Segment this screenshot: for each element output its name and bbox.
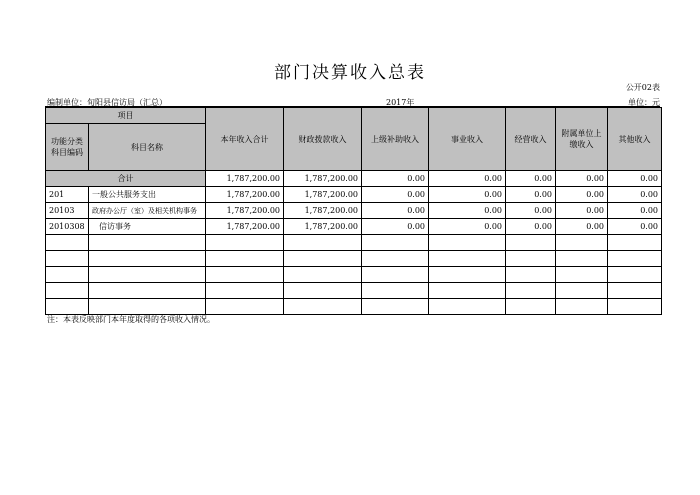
row-code: 2010308 (46, 219, 89, 235)
empty-row (46, 267, 662, 283)
project-header: 项目 (46, 108, 206, 124)
income-summary-table (45, 107, 662, 315)
row-name: 一般公共服务支出 (89, 187, 206, 203)
row-name: 政府办公厅（室）及相关机构事务 (89, 203, 206, 219)
col-header-other: 其他收入 (608, 108, 662, 171)
report-year: 2017年 (386, 98, 415, 107)
total-label: 合计 (46, 171, 206, 187)
empty-row (46, 299, 662, 315)
col-header-operating: 经营收入 (506, 108, 556, 171)
total-cell: 1,787,200.00 (206, 171, 284, 187)
row-cell: 0.00 (556, 203, 608, 219)
total-row (46, 171, 662, 187)
row-cell: 0.00 (506, 187, 556, 203)
func-code-header: 功能分类科目编码 (46, 124, 89, 171)
currency-unit: 单位：元 (628, 98, 660, 107)
row-cell: 0.00 (608, 187, 662, 203)
col-header-total: 本年收入合计 (206, 108, 284, 171)
row-cell: 1,787,200.00 (206, 219, 284, 235)
empty-row (46, 251, 662, 267)
row-cell: 0.00 (362, 219, 429, 235)
empty-row (46, 235, 662, 251)
total-cell: 0.00 (429, 171, 506, 187)
table-row (46, 203, 662, 219)
total-cell: 0.00 (608, 171, 662, 187)
compiling-unit: 编制单位：旬阳县信访局（汇总） (47, 98, 167, 107)
total-cell: 1,787,200.00 (284, 171, 362, 187)
col-header-superior-subsidy: 上级补助收入 (362, 108, 429, 171)
row-cell: 0.00 (556, 219, 608, 235)
form-number: 公开02表 (625, 83, 660, 92)
row-code: 201 (46, 187, 89, 203)
row-cell: 0.00 (506, 219, 556, 235)
row-cell: 0.00 (362, 203, 429, 219)
row-cell: 0.00 (608, 203, 662, 219)
row-cell: 1,787,200.00 (284, 203, 362, 219)
row-cell: 0.00 (429, 203, 506, 219)
row-cell: 0.00 (506, 203, 556, 219)
total-cell: 0.00 (556, 171, 608, 187)
subject-name-header: 科目名称 (89, 124, 206, 171)
table-row (46, 219, 662, 235)
row-cell: 1,787,200.00 (206, 203, 284, 219)
row-cell: 1,787,200.00 (284, 219, 362, 235)
row-cell: 0.00 (556, 187, 608, 203)
row-cell: 1,787,200.00 (284, 187, 362, 203)
row-cell: 0.00 (429, 219, 506, 235)
page-title: 部门决算收入总表 (274, 63, 426, 83)
col-header-affiliate: 附属单位上缴收入 (556, 108, 608, 171)
empty-row (46, 283, 662, 299)
table-row (46, 187, 662, 203)
row-cell: 0.00 (608, 219, 662, 235)
row-cell: 0.00 (429, 187, 506, 203)
total-cell: 0.00 (362, 171, 429, 187)
row-cell: 1,787,200.00 (206, 187, 284, 203)
table-note: 注：本表反映部门本年度取得的各项收入情况。 (47, 315, 215, 324)
total-cell: 0.00 (506, 171, 556, 187)
row-name: 信访事务 (89, 219, 206, 235)
header-row-1 (46, 108, 662, 124)
row-cell: 0.00 (362, 187, 429, 203)
col-header-business: 事业收入 (429, 108, 506, 171)
row-code: 20103 (46, 203, 89, 219)
col-header-fiscal: 财政拨款收入 (284, 108, 362, 171)
